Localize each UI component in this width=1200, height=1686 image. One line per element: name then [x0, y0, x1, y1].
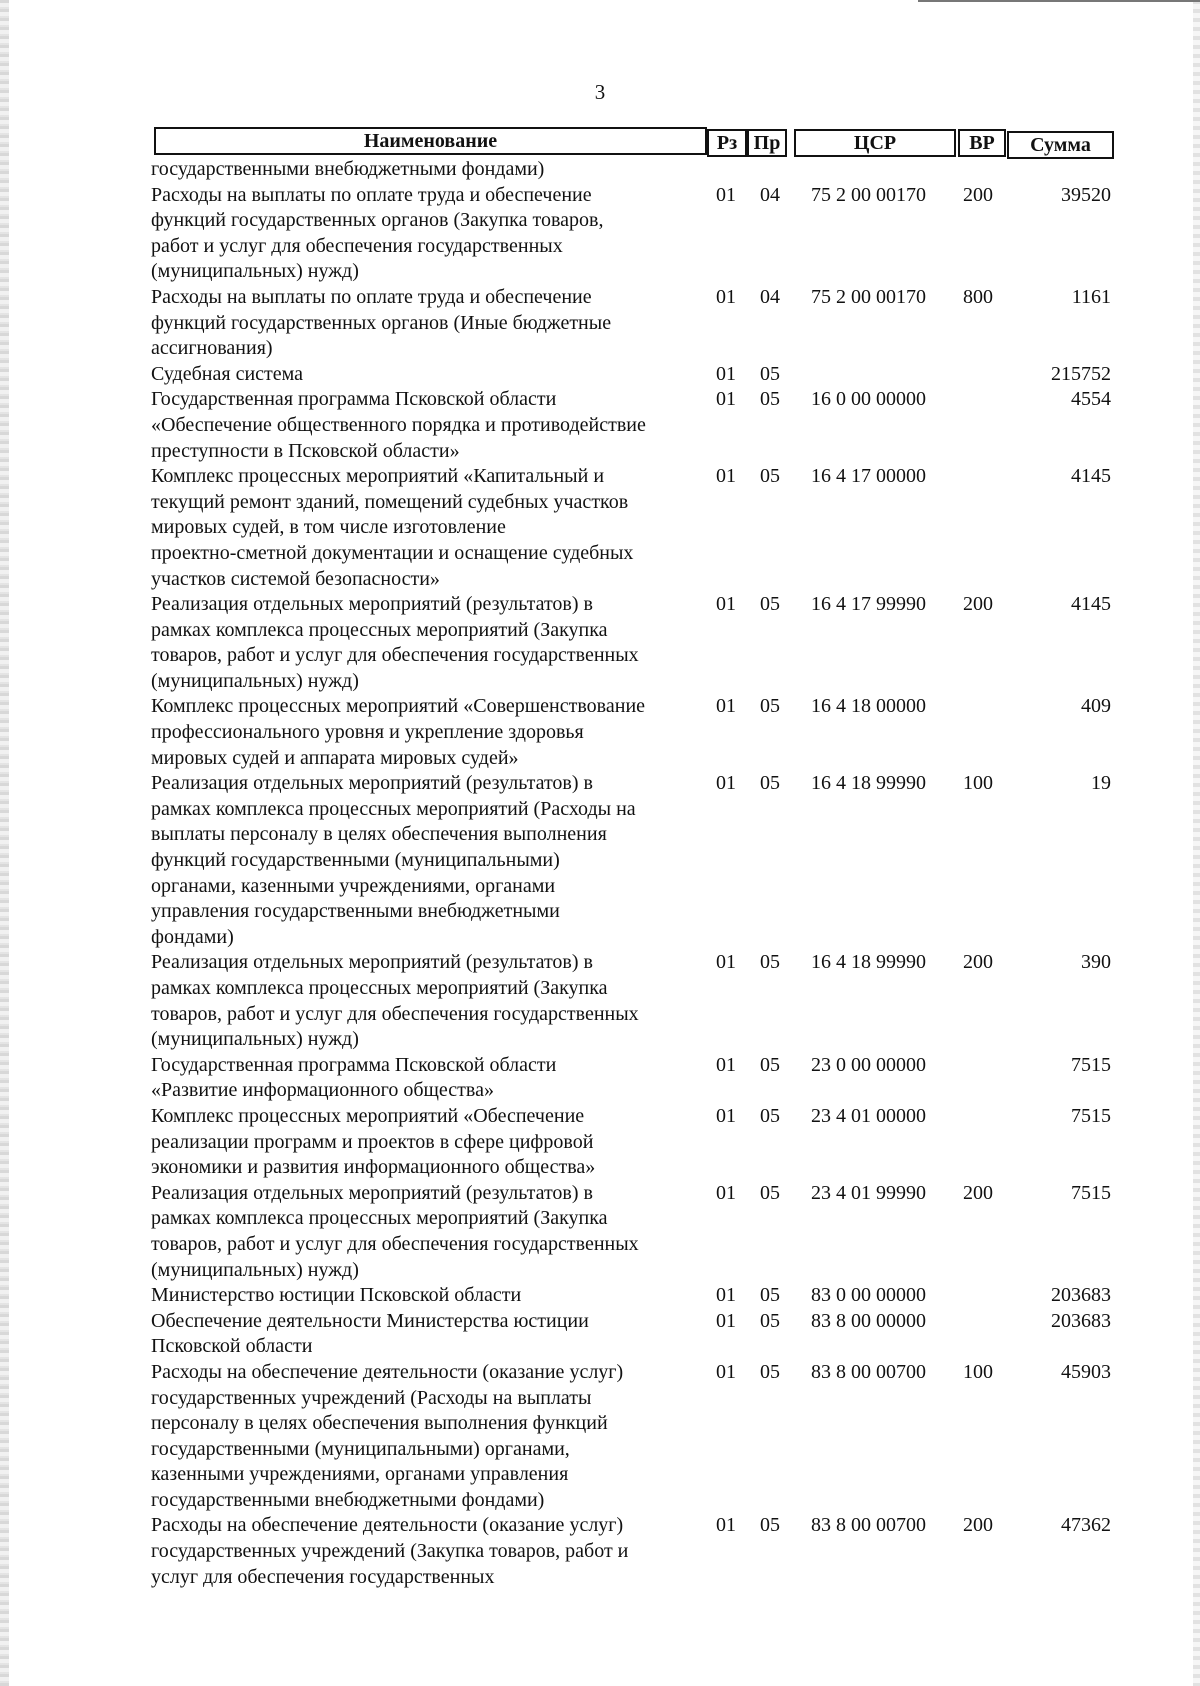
header-rz: Рз	[707, 129, 747, 157]
row-name: Расходы на выплаты по оплате труда и обеспечение функций государственных органов (Закупка товаров, работ и услуг для обеспечения государственных (муниципальных) нужд)	[151, 183, 604, 283]
table-row	[151, 464, 1121, 592]
table-row	[151, 387, 1121, 464]
row-csr: 16 4 18 99990	[811, 951, 926, 974]
row-sum: 7515	[1071, 1053, 1111, 1076]
row-pr: 05	[760, 465, 780, 488]
row-rz: 01	[716, 1104, 736, 1127]
row-sum: 390	[1081, 951, 1111, 974]
row-name: Расходы на обеспечение деятельности (оказание услуг) государственных учреждений (Закупка товаров, работ и услуг для обеспечения государственных	[151, 1514, 629, 1588]
row-rz: 01	[716, 1309, 736, 1332]
row-pr: 05	[760, 362, 780, 385]
row-rz: 01	[716, 1514, 736, 1537]
row-pr: 04	[760, 285, 780, 308]
row-pr: 05	[760, 1104, 780, 1127]
row-sum: 4145	[1071, 593, 1111, 616]
table-body	[151, 157, 1121, 1590]
row-name: Реализация отдельных мероприятий (результатов) в рамках комплекса процессных мероприятий (Закупка товаров, работ и услуг для обеспечения государственных (муниципальных) нужд)	[151, 593, 639, 692]
row-pr: 05	[760, 951, 780, 974]
table-row	[151, 694, 1121, 771]
table-row	[151, 950, 1121, 1052]
row-csr: 83 8 00 00700	[811, 1514, 926, 1537]
row-pr: 05	[760, 593, 780, 616]
row-csr: 16 4 17 99990	[811, 593, 926, 616]
row-pr: 05	[760, 388, 780, 411]
row-rz: 01	[716, 183, 736, 206]
row-csr: 16 4 17 00000	[811, 465, 926, 488]
scan-edge-left	[0, 0, 9, 1686]
row-pr: 05	[760, 695, 780, 718]
row-sum: 19	[1091, 772, 1111, 795]
row-csr: 83 8 00 00000	[811, 1309, 926, 1332]
row-sum: 215752	[1051, 362, 1111, 385]
row-sum: 1161	[1071, 285, 1111, 308]
row-name: Реализация отдельных мероприятий (результатов) в рамках комплекса процессных мероприятий (Расходы на выплаты персоналу в целях обеспечения выполнения функций государственными (муниципальными) органами, казенными учреждениями, органами управления государственными внебюджетными фондами)	[151, 772, 636, 948]
header-pr: Пр	[747, 129, 787, 157]
row-csr: 16 0 00 00000	[811, 388, 926, 411]
row-rz: 01	[716, 388, 736, 411]
row-sum: 203683	[1051, 1309, 1111, 1332]
row-csr: 23 4 01 00000	[811, 1104, 926, 1127]
row-vr: 200	[963, 1514, 993, 1537]
table-row	[151, 285, 1121, 362]
row-csr: 75 2 00 00170	[811, 285, 926, 308]
row-name: Расходы на обеспечение деятельности (оказание услуг) государственных учреждений (Расходы на выплаты персоналу в целях обеспечения выполнения функций государственными (муниципальными) органами, казенными учреждениями, органами управления государственными внебюджетными фондами)	[151, 1360, 624, 1511]
table-row	[151, 362, 1121, 388]
header-vr: ВР	[958, 129, 1006, 157]
row-sum: 409	[1081, 695, 1111, 718]
row-pr: 05	[760, 1309, 780, 1332]
row-name: Судебная система	[151, 362, 304, 385]
row-pr: 05	[760, 1181, 780, 1204]
row-sum: 4145	[1071, 465, 1111, 488]
row-rz: 01	[716, 465, 736, 488]
row-sum: 203683	[1051, 1284, 1111, 1307]
row-sum: 7515	[1071, 1181, 1111, 1204]
row-pr: 05	[760, 1284, 780, 1307]
row-csr: 23 0 00 00000	[811, 1053, 926, 1076]
row-pr: 05	[760, 1514, 780, 1537]
page-number: 3	[594, 80, 606, 104]
row-rz: 01	[716, 593, 736, 616]
row-vr: 100	[963, 772, 993, 795]
scan-edge-right	[1193, 0, 1200, 1686]
row-rz: 01	[716, 1360, 736, 1383]
row-name: Государственная программа Псковской области «Развитие информационного общества»	[151, 1053, 557, 1102]
table-row	[151, 1053, 1121, 1104]
row-name: Реализация отдельных мероприятий (результатов) в рамках комплекса процессных мероприятий (Закупка товаров, работ и услуг для обеспечения государственных (муниципальных) нужд)	[151, 1181, 639, 1281]
row-rz: 01	[716, 285, 736, 308]
table-row	[151, 1309, 1121, 1360]
row-name: Комплекс процессных мероприятий «Обеспечение реализации программ и проектов в сфере цифровой экономики и развития информационного общества»	[151, 1104, 596, 1179]
table-row	[151, 592, 1121, 694]
row-rz: 01	[716, 1284, 736, 1307]
row-vr: 800	[963, 285, 993, 308]
row-vr: 200	[963, 951, 993, 974]
row-sum: 45903	[1061, 1360, 1111, 1383]
row-csr: 75 2 00 00170	[811, 183, 926, 206]
row-sum: 47362	[1061, 1514, 1111, 1537]
scan-line-top	[918, 0, 1200, 2]
row-name: Комплекс процессных мероприятий «Совершенствование профессионального уровня и укрепление здоровья мировых судей и аппарата мировых судей»	[151, 695, 646, 769]
row-vr: 100	[963, 1360, 993, 1383]
row-vr: 200	[963, 1181, 993, 1204]
table-row	[151, 1283, 1121, 1309]
table-header	[151, 125, 1121, 157]
table-row	[151, 1181, 1121, 1283]
row-rz: 01	[716, 362, 736, 385]
row-pr: 04	[760, 183, 780, 206]
row-name: государственными внебюджетными фондами)	[151, 158, 545, 180]
budget-table	[151, 125, 1121, 1590]
row-rz: 01	[716, 772, 736, 795]
row-name: Государственная программа Псковской области «Обеспечение общественного порядка и противодействие преступности в Псковской области»	[151, 388, 646, 462]
row-vr: 200	[963, 183, 993, 206]
row-vr: 200	[963, 593, 993, 616]
row-name: Расходы на выплаты по оплате труда и обеспечение функций государственных органов (Иные бюджетные ассигнования)	[151, 285, 612, 360]
row-pr: 05	[760, 1053, 780, 1076]
row-pr: 05	[760, 772, 780, 795]
table-row	[151, 157, 1121, 183]
header-name: Наименование	[154, 127, 707, 155]
row-pr: 05	[760, 1360, 780, 1383]
row-csr: 23 4 01 99990	[811, 1181, 926, 1204]
header-sum: Сумма	[1007, 131, 1114, 159]
row-name: Министерство юстиции Псковской области	[151, 1284, 522, 1307]
row-sum: 7515	[1071, 1104, 1111, 1127]
row-csr: 83 0 00 00000	[811, 1284, 926, 1307]
row-sum: 39520	[1061, 183, 1111, 206]
row-sum: 4554	[1071, 388, 1111, 411]
row-name: Комплекс процессных мероприятий «Капитальный и текущий ремонт зданий, помещений судебных участков мировых судей, в том числе изготовление проектно-сметной документации и оснащение судебных участков системой безопасности»	[151, 465, 634, 590]
row-rz: 01	[716, 951, 736, 974]
row-csr: 83 8 00 00700	[811, 1360, 926, 1383]
row-csr: 16 4 18 00000	[811, 695, 926, 718]
row-rz: 01	[716, 695, 736, 718]
row-csr: 16 4 18 99990	[811, 772, 926, 795]
table-row	[151, 1360, 1121, 1514]
row-rz: 01	[716, 1181, 736, 1204]
table-row	[151, 1513, 1121, 1590]
table-row	[151, 771, 1121, 950]
table-row	[151, 1104, 1121, 1181]
header-csr: ЦСР	[794, 129, 956, 157]
row-name: Обеспечение деятельности Министерства юстиции Псковской области	[151, 1309, 589, 1358]
row-name: Реализация отдельных мероприятий (результатов) в рамках комплекса процессных мероприятий (Закупка товаров, работ и услуг для обеспечения государственных (муниципальных) нужд)	[151, 951, 639, 1051]
row-rz: 01	[716, 1053, 736, 1076]
table-row	[151, 183, 1121, 285]
